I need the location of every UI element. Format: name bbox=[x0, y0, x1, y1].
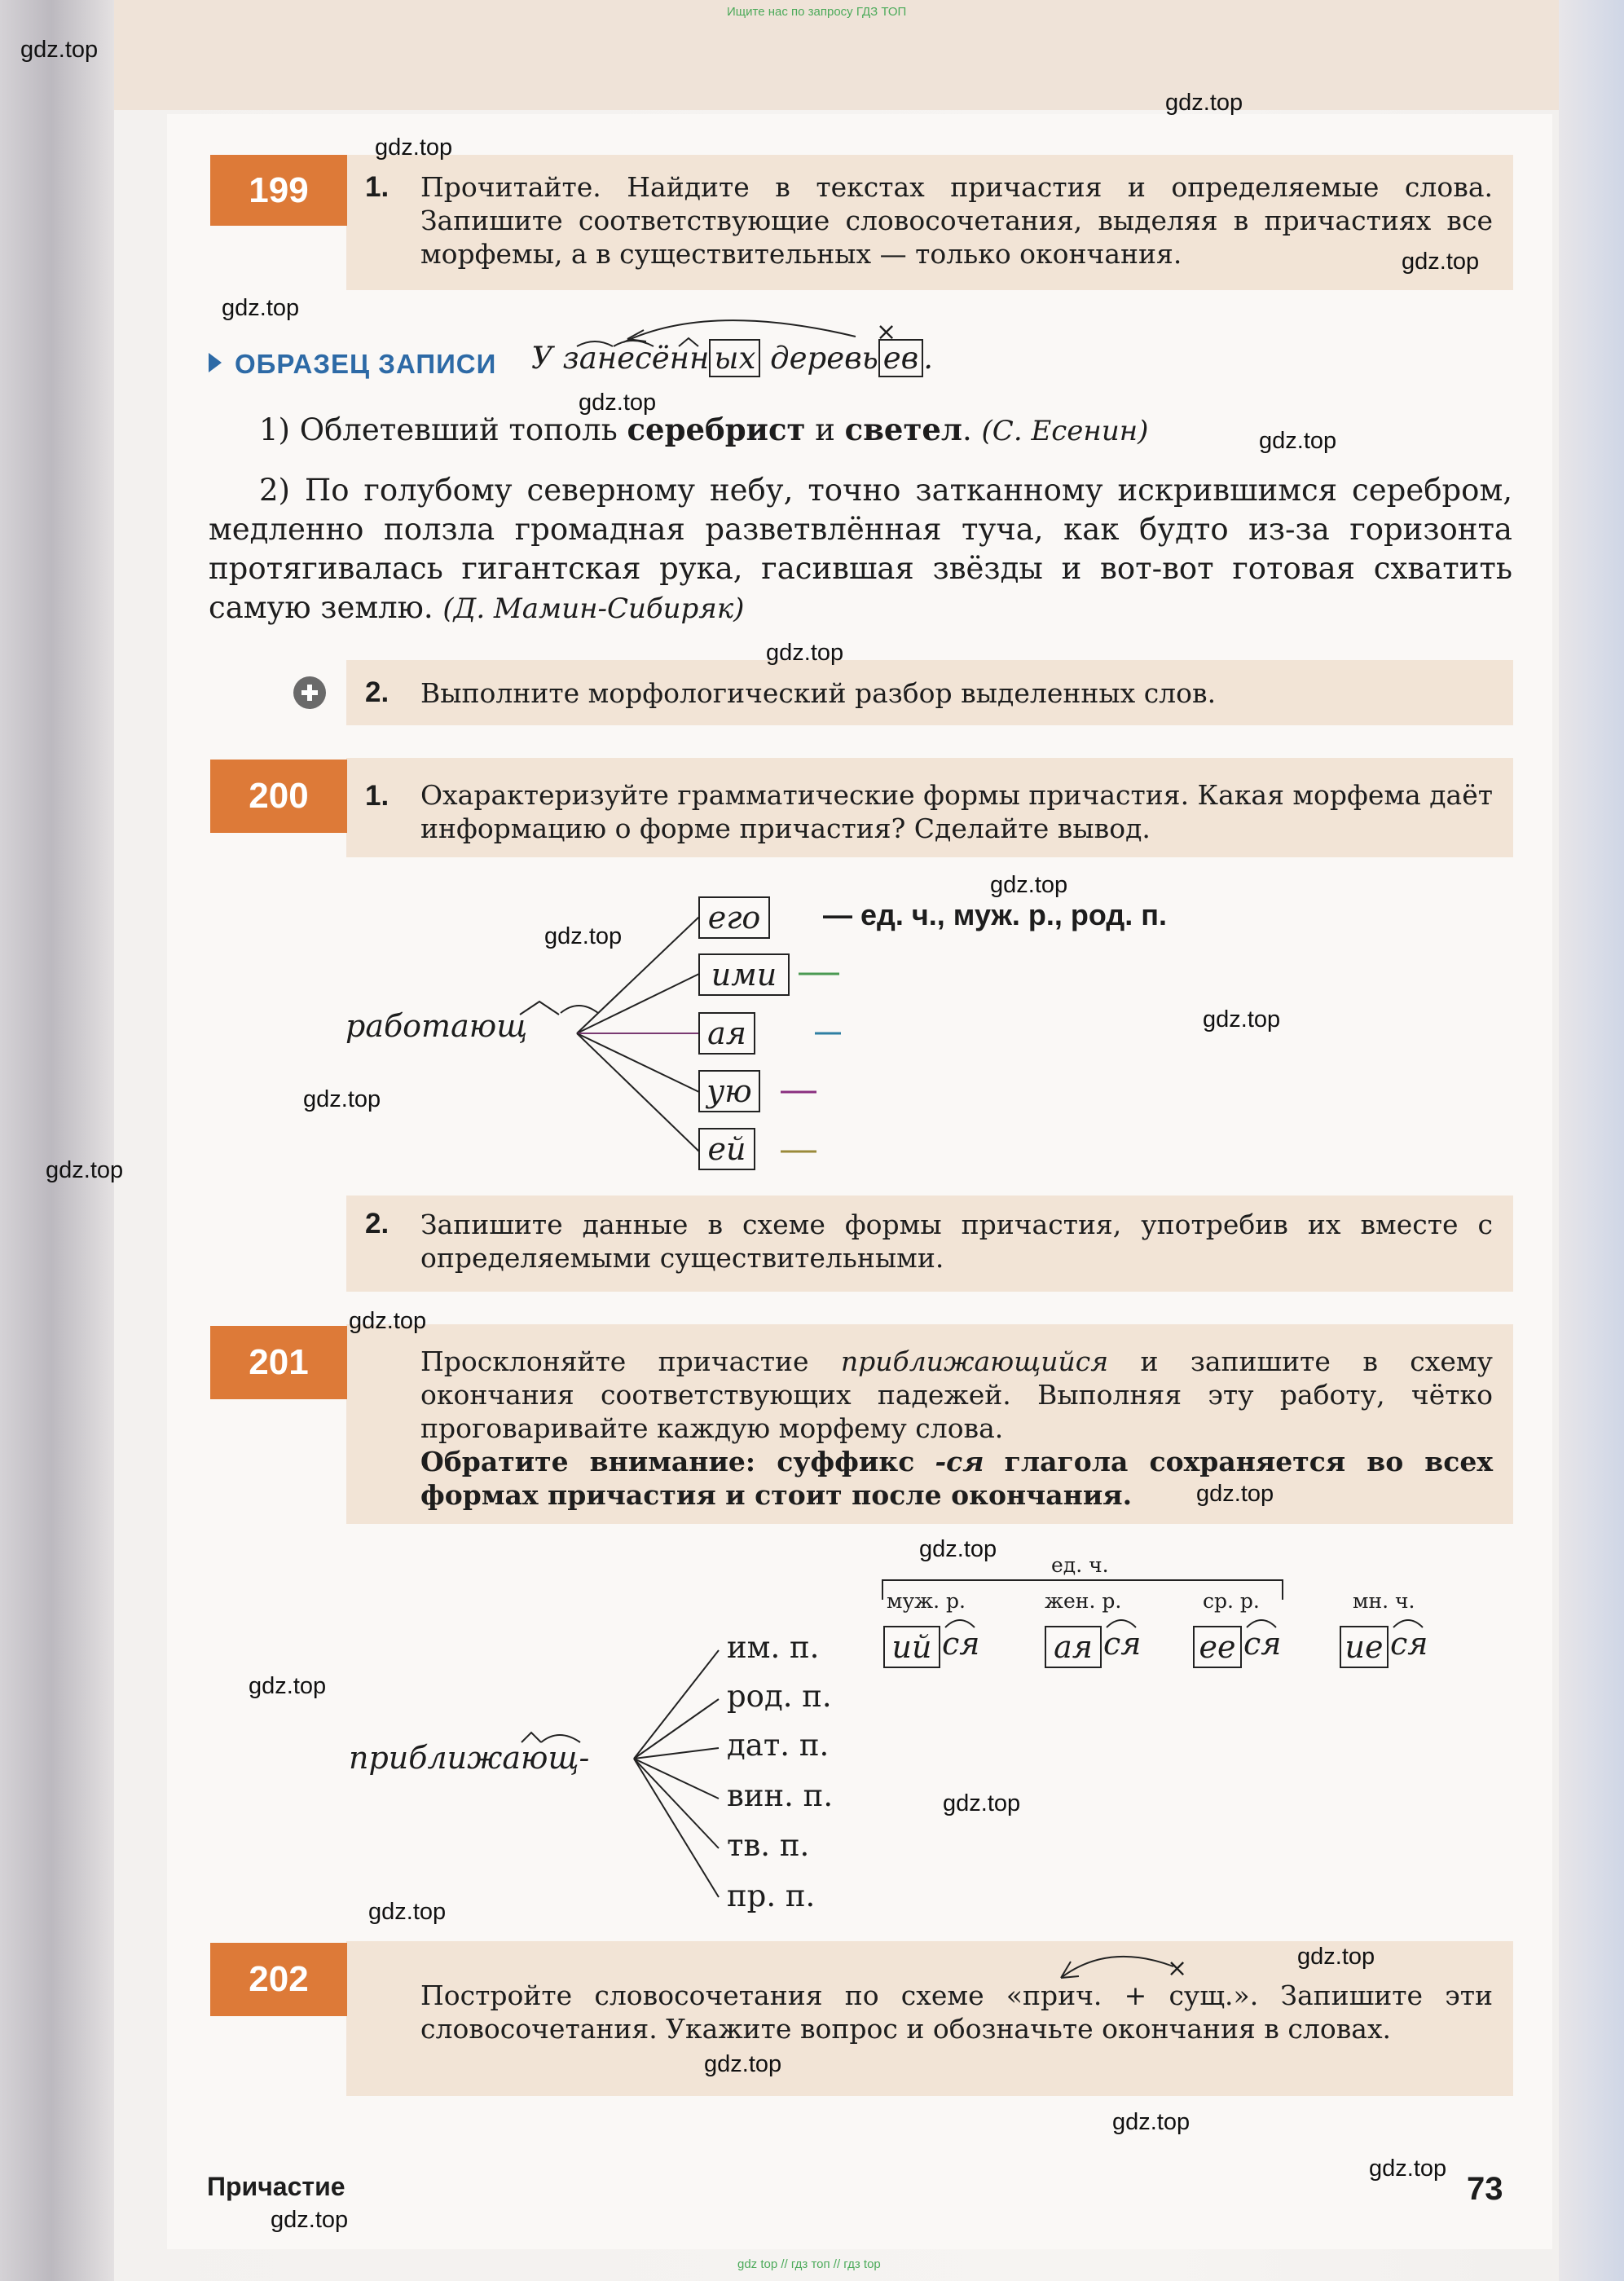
sample-noun-stem: деревь bbox=[770, 341, 878, 376]
text1-bold-word-1: серебрист bbox=[627, 412, 806, 447]
ex200-task1-number: 1. bbox=[365, 780, 389, 812]
ex199-task1-number: 1. bbox=[365, 171, 389, 203]
watermark: gdz.top bbox=[1297, 1944, 1375, 1970]
watermark: gdz.top bbox=[1259, 428, 1337, 454]
ex200-first-form-description: — ед. ч., муж. р., род. п. bbox=[823, 898, 1168, 931]
ex199-task2-number: 2. bbox=[365, 676, 389, 708]
ending-box: ими bbox=[698, 953, 790, 996]
case-label: пр. п. bbox=[727, 1878, 816, 1913]
singular-label: ед. ч. bbox=[1051, 1553, 1109, 1577]
ex201-stem: приближающ- bbox=[349, 1740, 590, 1776]
suffix-sya: ся bbox=[1103, 1626, 1142, 1662]
case-label: род. п. bbox=[727, 1679, 832, 1714]
watermark: gdz.top bbox=[1196, 1481, 1274, 1507]
nom-ending-box: ие bbox=[1340, 1626, 1389, 1668]
watermark: gdz.top bbox=[375, 134, 453, 161]
watermark: gdz.top bbox=[1369, 2156, 1447, 2182]
watermark: gdz.top bbox=[249, 1673, 327, 1699]
ex201-task-rest: и запишите в схему окончания соответствующих падежей. Выполняя эту работу, чётко проговаривайте каждую морфему слова. bbox=[420, 1345, 1493, 1444]
suffix-sya: ся bbox=[1243, 1626, 1282, 1662]
footer-note: gdz top // гдз топ // гдз top bbox=[737, 2257, 881, 2271]
watermark: gdz.top bbox=[303, 1086, 381, 1112]
ex201-attention-rest: глагола сохраняется во всех формах причастия и стоит после окончания. bbox=[420, 1446, 1493, 1511]
ending-box: его bbox=[698, 896, 770, 939]
watermark: gdz.top bbox=[1112, 2109, 1190, 2135]
suffix-arcs bbox=[937, 1609, 1442, 1631]
watermark: gdz.top bbox=[766, 640, 844, 666]
case-label: тв. п. bbox=[727, 1828, 810, 1863]
case-label: им. п. bbox=[727, 1630, 820, 1665]
ex201-branch-diagram bbox=[505, 1638, 733, 1907]
ex199-task1-text: Прочитайте. Найдите в текстах причастия и определяемые слова. Запишите соответствующие словосочетания, выделяя в причастиях все морфемы, а в существительных — только окончания. bbox=[420, 171, 1493, 270]
ex200-task2-number: 2. bbox=[365, 1208, 389, 1240]
ex200-stem: работающ bbox=[345, 1008, 528, 1044]
gender-label: ср. р. bbox=[1203, 1589, 1260, 1613]
ex201-attention: Обратите внимание: суффикс bbox=[420, 1446, 915, 1477]
sample-label: ОБРАЗЕЦ ЗАПИСИ bbox=[235, 349, 497, 379]
case-label: вин. п. bbox=[727, 1778, 834, 1813]
sample-preposition: У bbox=[531, 341, 553, 376]
watermark: gdz.top bbox=[544, 923, 623, 949]
case-label: дат. п. bbox=[727, 1728, 830, 1763]
text1-conjunction: и bbox=[815, 412, 835, 447]
watermark: gdz.top bbox=[1203, 1006, 1281, 1033]
ex202-number: 202 bbox=[210, 1943, 347, 2016]
sample-dot: . bbox=[923, 341, 933, 376]
triangle-right-icon bbox=[204, 346, 228, 379]
watermark: gdz.top bbox=[20, 37, 99, 63]
sample-noun-ending: ев bbox=[878, 339, 923, 377]
plus-circle-icon bbox=[292, 675, 328, 711]
ex201-task-lead: Просклоняйте причастие bbox=[420, 1345, 809, 1377]
watermark: gdz.top bbox=[943, 1790, 1021, 1816]
watermark: gdz.top bbox=[1165, 90, 1243, 116]
book-spine bbox=[0, 0, 114, 2281]
ex200-branch-diagram bbox=[440, 917, 880, 1169]
watermark: gdz.top bbox=[579, 390, 657, 416]
text1-lead: 1) Облетевший тополь bbox=[259, 412, 618, 447]
nom-ending-box: ая bbox=[1045, 1626, 1102, 1668]
sample-participle-ending: ых bbox=[709, 339, 760, 377]
watermark: gdz.top bbox=[222, 295, 300, 321]
ex199-number: 199 bbox=[210, 155, 347, 226]
text1-dot: . bbox=[962, 412, 972, 447]
watermark: gdz.top bbox=[46, 1157, 124, 1183]
plural-label: мн. ч. bbox=[1353, 1589, 1415, 1613]
watermark: gdz.top bbox=[1402, 249, 1480, 275]
text2-body: 2) По голубому северному небу, точно затканному искрившимся серебром, медленно ползла громадная разветвлённая туча, как будто из-за горизонта протягивалась гигантская рука, гасившая звёзды и вот-вот готовая схватить самую землю. bbox=[209, 473, 1512, 625]
gender-label: жен. р. bbox=[1045, 1589, 1122, 1613]
ex201-number: 201 bbox=[210, 1326, 347, 1399]
watermark: gdz.top bbox=[368, 1899, 447, 1925]
text1-author: (С. Есенин) bbox=[981, 415, 1149, 447]
ex202-cross-mark: × bbox=[1167, 1954, 1188, 1983]
page-number: 73 bbox=[1467, 2171, 1503, 2207]
section-title: Причастие bbox=[207, 2172, 345, 2201]
ex200-number: 200 bbox=[210, 760, 347, 833]
ex201-task-word: приближающийся bbox=[840, 1345, 1109, 1377]
ending-box: ая bbox=[698, 1012, 755, 1055]
suffix-sya: ся bbox=[942, 1626, 980, 1662]
header-note: Ищите нас по запросу ГДЗ ТОП bbox=[727, 5, 907, 19]
text1-bold-word-2: светел bbox=[844, 412, 963, 447]
ex202-task-text: Постройте словосочетания по схеме «прич. + сущ.». Запишите эти словосочетания. Укажите вопрос и обозначьте окончания в словах. bbox=[420, 1979, 1493, 2045]
sample-participle-stem: занесённ bbox=[562, 341, 710, 376]
ex199-text1 bbox=[259, 412, 1148, 447]
watermark: gdz.top bbox=[919, 1536, 997, 1562]
page-right-edge bbox=[1559, 0, 1624, 2281]
watermark: gdz.top bbox=[349, 1308, 427, 1334]
watermark: gdz.top bbox=[271, 2207, 349, 2233]
ending-box: ей bbox=[698, 1128, 755, 1170]
ex199-task2-text: Выполните морфологический разбор выделенных слов. bbox=[420, 677, 1217, 709]
nom-ending-box: ий bbox=[883, 1626, 940, 1668]
ex201-attention-suffix: -ся bbox=[935, 1446, 984, 1477]
text2-author: (Д. Мамин-Сибиряк) bbox=[442, 592, 745, 625]
watermark: gdz.top bbox=[990, 872, 1068, 898]
sample-morpheme-marks bbox=[562, 306, 904, 350]
suffix-sya: ся bbox=[1390, 1626, 1428, 1662]
ex199-text2 bbox=[209, 471, 1512, 628]
watermark: gdz.top bbox=[704, 2051, 782, 2077]
ex200-task1-text: Охарактеризуйте грамматические формы причастия. Какая морфема даёт информацию о форме причастия? Сделайте вывод. bbox=[420, 779, 1494, 844]
gender-label: муж. р. bbox=[887, 1589, 966, 1613]
ex200-task2-text: Запишите данные в схеме формы причастия, употребив их вместе с определяемыми существительными. bbox=[420, 1209, 1493, 1274]
nom-ending-box: ее bbox=[1193, 1626, 1242, 1668]
sample-cross-mark: × bbox=[876, 318, 897, 346]
ending-box: ую bbox=[698, 1070, 760, 1112]
ex201-task-text bbox=[420, 1345, 1493, 1512]
